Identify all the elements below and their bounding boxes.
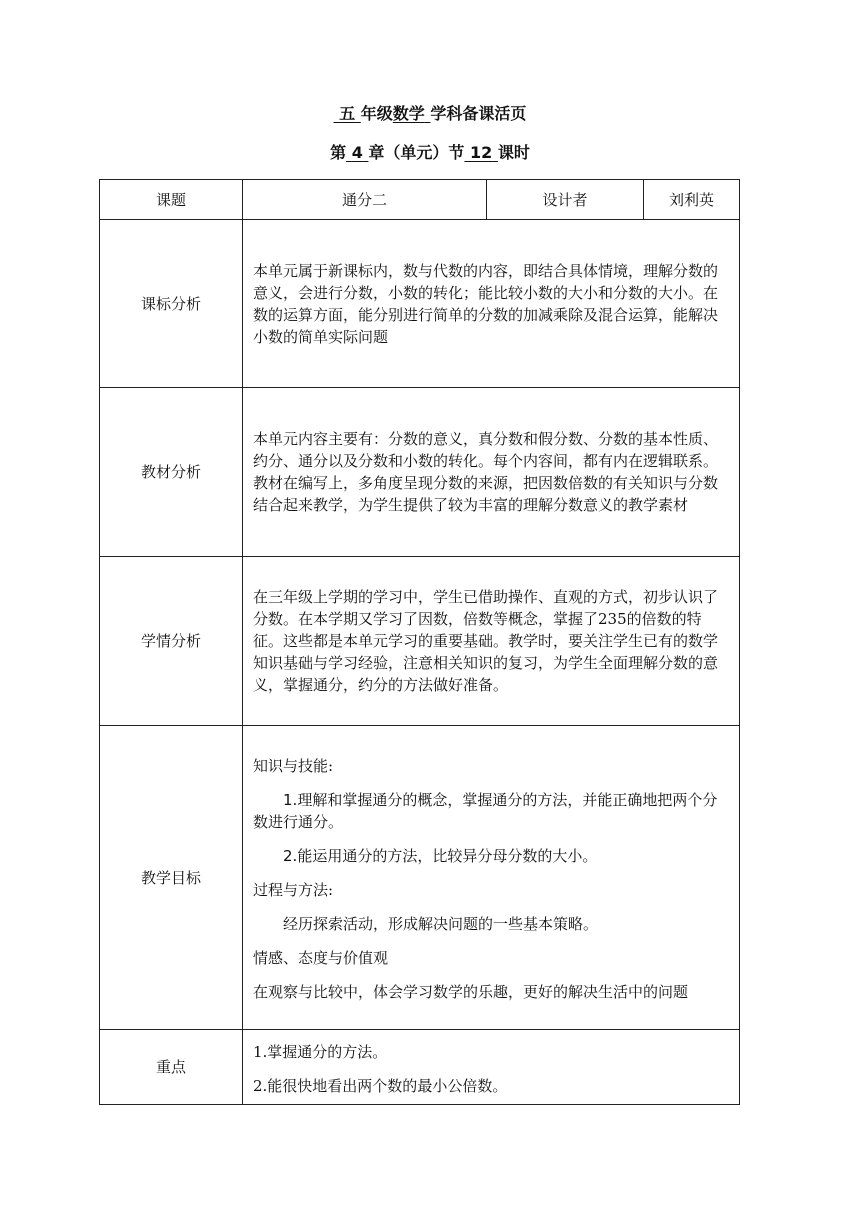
emotion-heading: 情感、态度与价值观 [253, 949, 389, 967]
students-text: 在三年级上学期的学习中，学生已借助操作、直观的方式，初步认识了分数。在本学期又学习了因数，倍数等概念，掌握了235的倍数的特征。这些都是本单元学习的重要基础。教学时，要关注学生已有的数学知识基础与学习经验，注意相关知识的复习，为学生全面理解分数的意义，掌握通分，约分的方法做好准备。 [253, 588, 719, 694]
knowledge-item-1: 1.理解和掌握通分的概念，掌握通分的方法，并能正确地把两个分数进行通分。 [253, 791, 718, 831]
key-points-cell [243, 1030, 740, 1105]
objectives-row [100, 726, 740, 1030]
emotion-text: 在观察与比较中，体会学习数学的乐趣，更好的解决生活中的问题 [253, 983, 689, 1001]
topic-label: 课题 [100, 180, 243, 220]
lesson-suffix: 课时 [497, 143, 530, 162]
page-title [0, 104, 860, 124]
subject-value: 数学 [392, 104, 425, 123]
chapter-number: 4 [351, 143, 363, 162]
chapter-prefix: 第 [330, 143, 347, 162]
topic-value: 通分二 [243, 180, 487, 220]
chapter-middle: 章（单元）节 [368, 143, 465, 162]
grade-label: 年级 [360, 104, 393, 123]
page-subtitle [0, 143, 860, 163]
key-point-1: 1.掌握通分的方法。 [253, 1042, 388, 1061]
objectives-label: 教学目标 [100, 726, 243, 1030]
key-points-row [100, 1030, 740, 1105]
grade-value: 五 [339, 104, 356, 123]
knowledge-heading: 知识与技能: [253, 757, 334, 775]
designer-value: 刘利英 [644, 180, 740, 220]
topic-row [100, 180, 740, 220]
objectives-cell [243, 726, 740, 1030]
textbook-row [100, 388, 740, 557]
designer-label: 设计者 [487, 180, 644, 220]
lesson-plan-table [99, 179, 740, 1105]
process-text: 经历探索活动，形成解决问题的一些基本策略。 [283, 915, 599, 933]
textbook-label: 教材分析 [100, 388, 243, 557]
textbook-text: 本单元内容主要有：分数的意义，真分数和假分数、分数的基本性质、约分、通分以及分数和小数的转化。每个内容间，都有内在逻辑联系。教材在编写上，多角度呈现分数的来源，把因数倍数的有关知识与分数结合起来教学，为学生提供了较为丰富的理解分数意义的教学素材 [253, 430, 719, 514]
students-row [100, 557, 740, 726]
process-heading: 过程与方法: [253, 881, 334, 899]
curriculum-cell [243, 220, 740, 388]
key-points-label: 重点 [100, 1030, 243, 1105]
key-point-2: 2.能很快地看出两个数的最小公倍数。 [253, 1076, 508, 1095]
students-label: 学情分析 [100, 557, 243, 726]
lesson-number: 12 [470, 143, 493, 162]
students-cell [243, 557, 740, 726]
curriculum-row [100, 220, 740, 388]
knowledge-item-2: 2.能运用通分的方法，比较异分母分数的大小。 [283, 847, 598, 865]
textbook-cell [243, 388, 740, 557]
title-suffix: 学科备课活页 [430, 104, 527, 123]
curriculum-text: 本单元属于新课标内，数与代数的内容，即结合具体情境，理解分数的意义，会进行分数，小数的转化；能比较小数的大小和分数的大小。在数的运算方面，能分别进行简单的分数的加减乘除及混合运算，能解决小数的简单实际问题 [253, 261, 719, 346]
curriculum-label: 课标分析 [100, 220, 243, 388]
